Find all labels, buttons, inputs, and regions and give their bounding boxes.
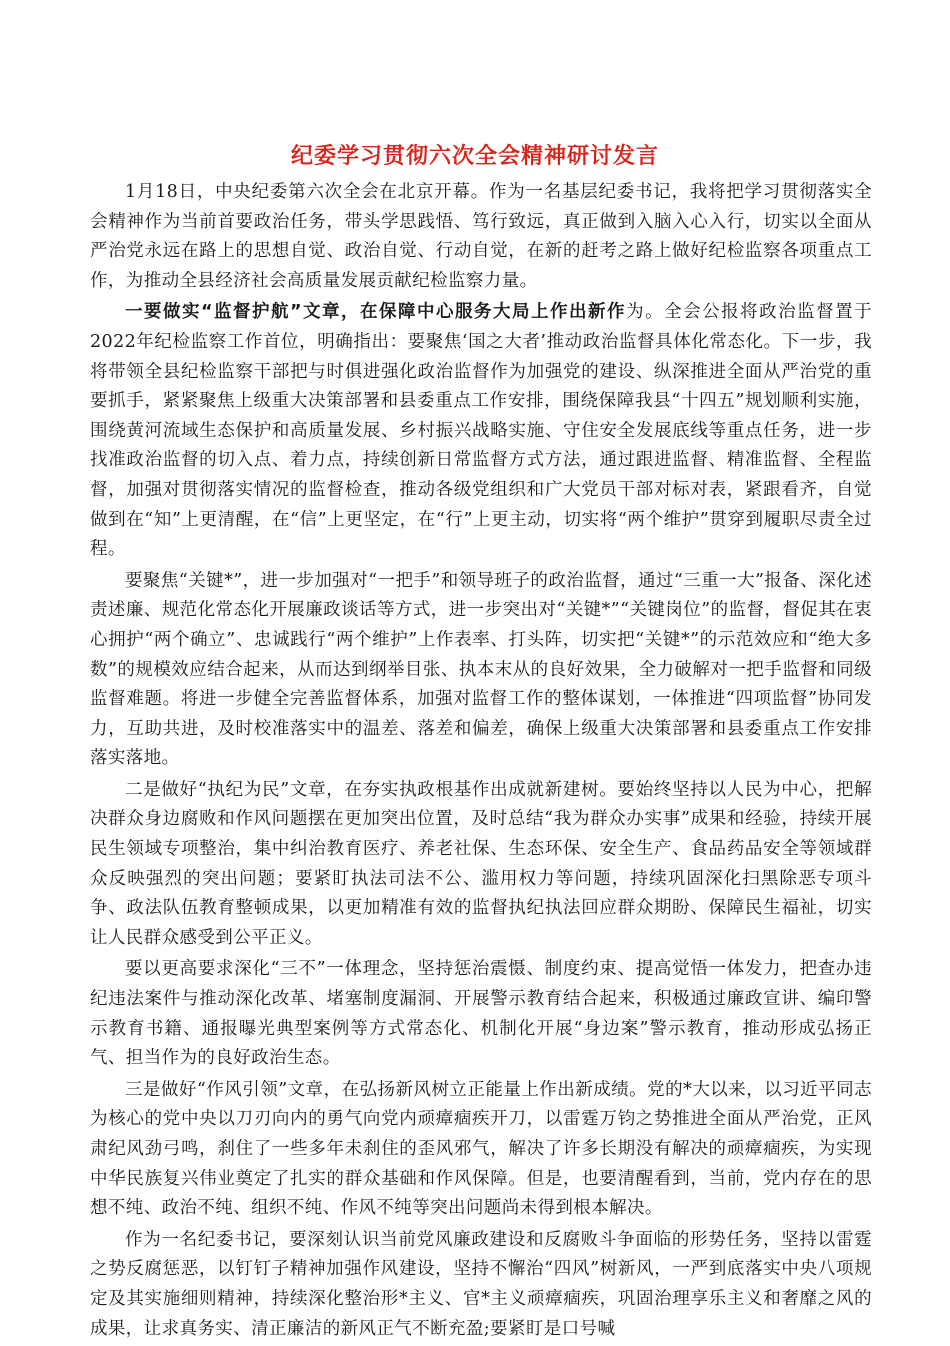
- paragraph-commission-secretary: [90, 1226, 872, 1344]
- document-title: 纪委学习贯彻六次全会精神研讨发言: [290, 144, 659, 169]
- paragraph-text: 三是做好“作风引领”文章，在弘扬新风树立正能量上作出新成绩。党的*大以来，以习近平同志为核心的党中央以刀刃向内的勇气向党内顽瘴痼疾开刀，以雷霆万钧之势推进全面从严治党，正风肃纪风劲弓鸣，刹住了一些多年未刹住的歪风邪气，解决了许多长期没有解决的顽瘴痼疾，为实现中华民族复兴伟业奠定了扎实的群众基础和作风保障。但是，也要清醒看到，当前，党内存在的思想不纯、政治不纯、组织不纯、作风不纯等突出问题尚未得到根本解决。: [90, 1079, 872, 1219]
- paragraph-key-minority: [90, 567, 872, 774]
- paragraph-lead: 一要做实“监督护航”文章，在保障中心服务大局上作出新作: [125, 302, 627, 323]
- paragraph-text: 为。全会公报将政治监督置于2022年纪检监察工作首位，明确指出：要聚焦‘国之大者’推动政治监督具体化常态化。下一步，我将带领全县纪检监察干部把与时俱进强化政治监督作为加强党的建设、纵深推进全面从严治党的重要抓手，紧紧聚焦上级重大决策部署和县委重点工作安排，围绕保障我县“十四五”规划顺利实施，围绕黄河流域生态保护和高质量发展、乡村振兴战略实施、守住安全发展底线等重点任务，进一步找准政治监督的切入点、着力点，持续创新日常监督方式方法，通过跟进监督、精准监督、全程监督，加强对贯彻落实情况的监督检查，推动各级党组织和广大党员干部对标对表，紧跟看齐，自觉做到在“知”上更清醒，在“信”上更坚定，在“行”上更主动，切实将“两个维护”贯穿到履职尽责全过程。: [90, 302, 872, 560]
- paragraph-text: 二是做好“执纪为民”文章，在夯实执政根基作出成就新建树。要始终坚持以人民为中心，把解决群众身边腐败和作风问题摆在更加突出位置，及时总结“我为群众办实事”成果和经验，持续开展民生领域专项整治，集中纠治教育医疗、养老社保、生态环保、安全生产、食品药品安全等领域群众反映强烈的突出问题；要紧盯执法司法不公、滥用权力等问题，持续巩固深化扫黑除恶专项斗争、政法队伍教育整顿成果，以更加精准有效的监督执纪执法回应群众期盼、保障民生福祉，切实让人民群众感受到公平正义。: [90, 779, 872, 948]
- document-body: [90, 178, 872, 1346]
- paragraph-discipline-for-people: [90, 776, 872, 954]
- paragraph-text: 作为一名纪委书记，要深刻认识当前党风廉政建设和反腐败斗争面临的形势任务，坚持以雷霆之势反腐惩恶，以钉钉子精神加强作风建设，坚持不懈治“四风”树新风，一严到底落实中央八项规定及其实施细则精神，持续深化整治形*主义、官*主义顽瘴痼疾，巩固治理享乐主义和奢靡之风的成果，让求真务实、清正廉洁的新风正气不断充盈;要紧盯是口号喊: [90, 1229, 872, 1339]
- paragraph-text: 要聚焦“关键*”，进一步加强对“一把手”和领导班子的政治监督，通过“三重一大”报备、深化述责述廉、规范化常态化开展廉政谈话等方式，进一步突出对“关键*”“关键岗位”的监督，督促其在衷心拥护“两个确立”、忠诚践行“两个维护”上作表率、打头阵，切实把“关键*”的示范效应和“绝大多数”的规模效应结合起来，从而达到纲举目张、执本末从的良好效果，全力破解对一把手监督和同级监督难题。将进一步健全完善监督体系，加强对监督工作的整体谋划，一体推进“四项监督”协同发力，互助共进，及时校准落实中的温差、落差和偏差，确保上级重大决策部署和县委重点工作安排落实落地。: [90, 570, 872, 769]
- paragraph-style-guidance: [90, 1076, 872, 1224]
- paragraph-supervision: [90, 298, 872, 564]
- paragraph-three-no: [90, 955, 872, 1073]
- paragraph-text: 1月18日，中央纪委第六次全会在北京开幕。作为一名基层纪委书记，我将把学习贯彻落实全会精神作为当前首要政治任务，带头学思践悟、笃行致远，真正做到入脑入心入行，切实以全面从严治党永远在路上的思想自觉、政治自觉、行动自觉，在新的赶考之路上做好纪检监察各项重点工作，为推动全县经济社会高质量发展贡献纪检监察力量。: [90, 182, 872, 291]
- paragraph-intro: [90, 178, 872, 296]
- paragraph-text: 要以更高要求深化“三不”一体理念，坚持惩治震慑、制度约束、提高觉悟一体发力，把查办违纪违法案件与推动深化改革、堵塞制度漏洞、开展警示教育结合起来，积极通过廉政宣讲、编印警示教育书籍、通报曝光典型案例等方式常态化、机制化开展“身边案”警示教育，推动形成弘扬正气、担当作为的良好政治生态。: [90, 959, 872, 1069]
